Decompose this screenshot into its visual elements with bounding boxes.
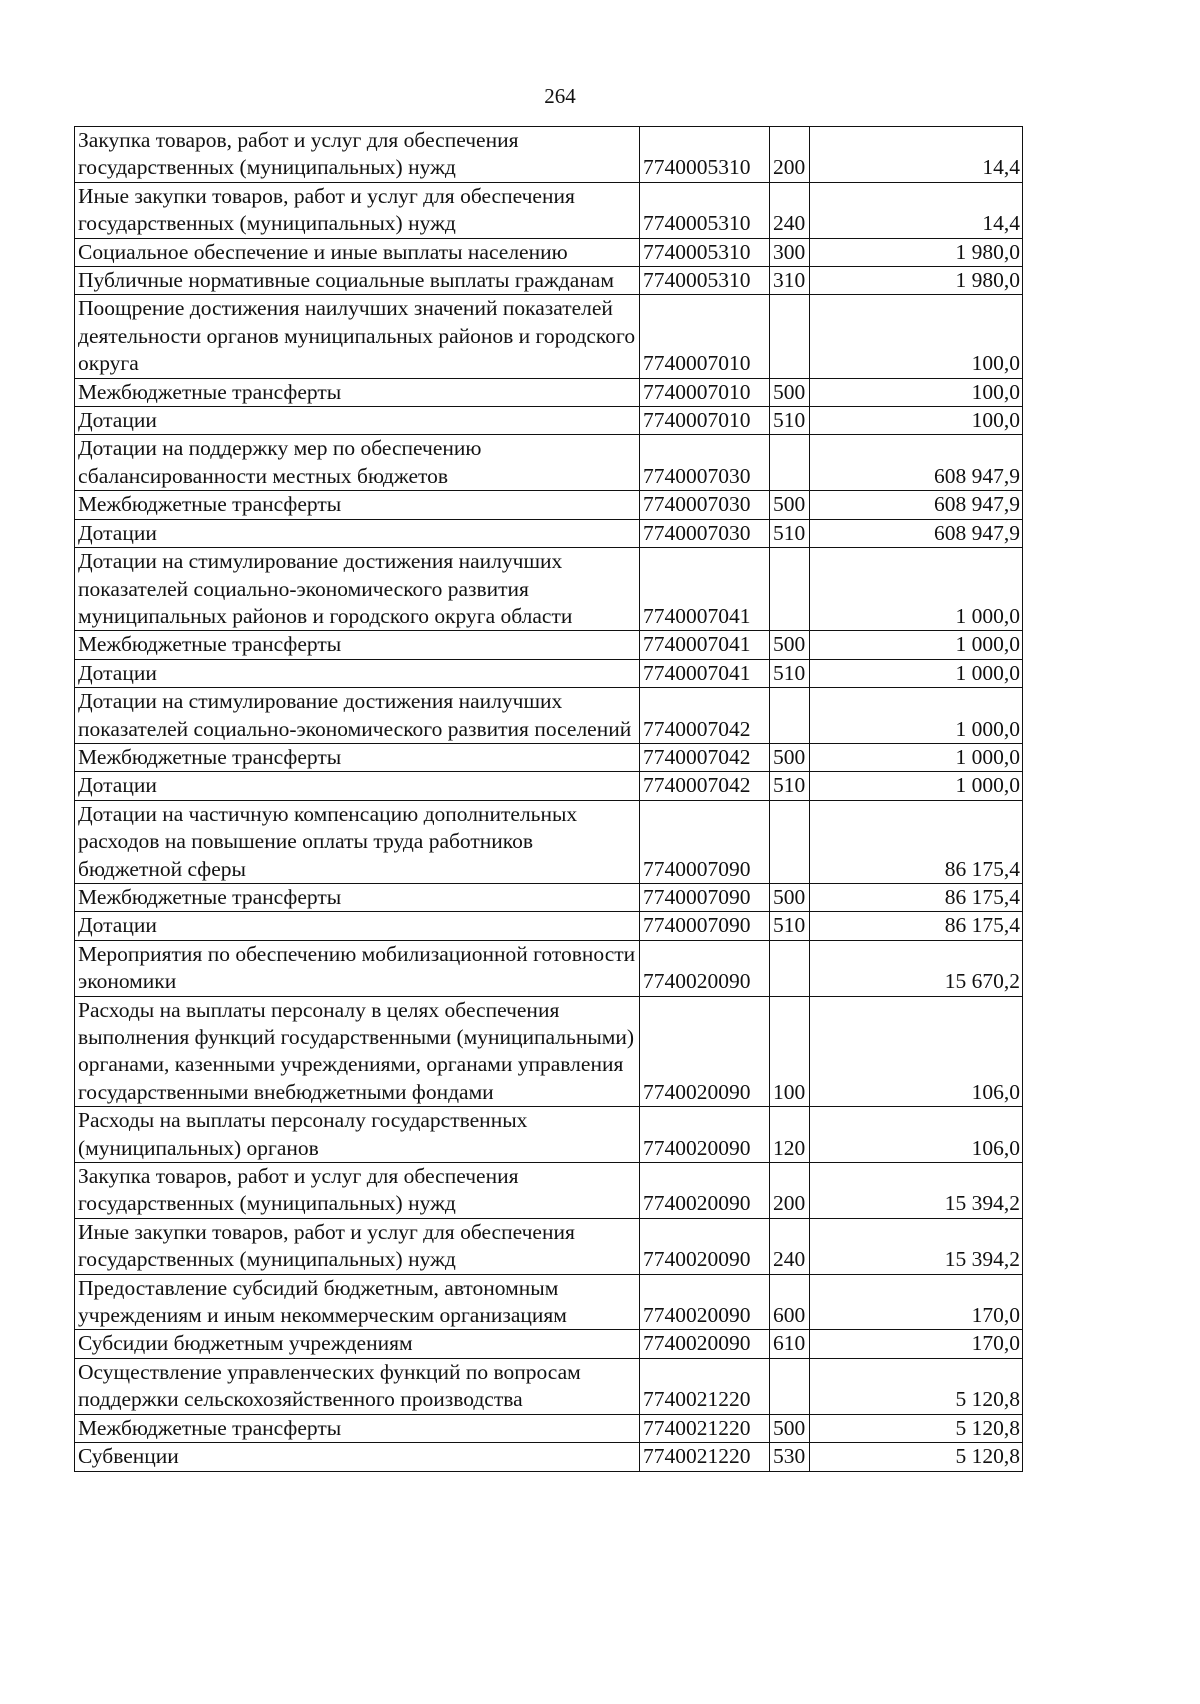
amount-cell: 100,0 [810, 295, 1023, 378]
expense-name-cell: Дотации на поддержку мер по обеспечению сбалансированности местных бюджетов [75, 435, 640, 491]
amount-cell: 170,0 [810, 1330, 1023, 1358]
target-code-cell: 7740007010 [640, 295, 770, 378]
expense-name-cell: Закупка товаров, работ и услуг для обеспечения государственных (муниципальных) нужд [75, 127, 640, 183]
expense-name-cell: Межбюджетные трансферты [75, 378, 640, 406]
expense-name-cell: Межбюджетные трансферты [75, 743, 640, 771]
expense-name-cell: Межбюджетные трансферты [75, 883, 640, 911]
amount-cell: 100,0 [810, 407, 1023, 435]
expense-type-cell [770, 1358, 810, 1414]
target-code-cell: 7740005310 [640, 238, 770, 266]
amount-cell: 15 394,2 [810, 1218, 1023, 1274]
expense-type-cell: 510 [770, 659, 810, 687]
expense-type-cell: 500 [770, 631, 810, 659]
page-number: 264 [544, 84, 576, 108]
expense-type-cell: 200 [770, 127, 810, 183]
amount-cell: 1 000,0 [810, 743, 1023, 771]
amount-cell: 1 980,0 [810, 267, 1023, 295]
target-code-cell: 7740021220 [640, 1443, 770, 1471]
target-code-cell: 7740007042 [640, 743, 770, 771]
expense-type-cell: 500 [770, 378, 810, 406]
budget-table [74, 126, 1023, 1472]
target-code-cell: 7740020090 [640, 1330, 770, 1358]
expense-name-cell: Предоставление субсидий бюджетным, автономным учреждениям и иным некоммерческим организациям [75, 1274, 640, 1330]
amount-cell: 608 947,9 [810, 435, 1023, 491]
table-row [75, 519, 1023, 547]
expense-type-cell: 240 [770, 1218, 810, 1274]
expense-type-cell: 500 [770, 491, 810, 519]
table-row [75, 1330, 1023, 1358]
amount-cell: 86 175,4 [810, 883, 1023, 911]
table-row [75, 491, 1023, 519]
table-row [75, 238, 1023, 266]
amount-cell: 1 000,0 [810, 659, 1023, 687]
amount-cell: 106,0 [810, 1107, 1023, 1163]
amount-cell: 14,4 [810, 182, 1023, 238]
expense-name-cell: Межбюджетные трансферты [75, 491, 640, 519]
target-code-cell: 7740020090 [640, 1163, 770, 1219]
amount-cell: 608 947,9 [810, 491, 1023, 519]
expense-type-cell: 510 [770, 772, 810, 800]
amount-cell: 1 000,0 [810, 631, 1023, 659]
expense-name-cell: Субвенции [75, 1443, 640, 1471]
budget-table-body [75, 127, 1023, 1472]
target-code-cell: 7740007041 [640, 659, 770, 687]
expense-type-cell [770, 435, 810, 491]
table-row [75, 407, 1023, 435]
expense-name-cell: Поощрение достижения наилучших значений показателей деятельности органов муниципальных районов и городского округа [75, 295, 640, 378]
expense-name-cell: Дотации [75, 659, 640, 687]
expense-name-cell: Иные закупки товаров, работ и услуг для обеспечения государственных (муниципальных) нужд [75, 182, 640, 238]
table-row [75, 743, 1023, 771]
table-row [75, 659, 1023, 687]
table-row [75, 295, 1023, 378]
expense-type-cell [770, 800, 810, 883]
expense-type-cell: 510 [770, 519, 810, 547]
amount-cell: 15 670,2 [810, 940, 1023, 996]
expense-type-cell: 500 [770, 743, 810, 771]
table-row [75, 267, 1023, 295]
amount-cell: 5 120,8 [810, 1443, 1023, 1471]
expense-type-cell: 300 [770, 238, 810, 266]
target-code-cell: 7740020090 [640, 996, 770, 1107]
amount-cell: 1 000,0 [810, 772, 1023, 800]
target-code-cell: 7740005310 [640, 267, 770, 295]
target-code-cell: 7740020090 [640, 1274, 770, 1330]
amount-cell: 1 000,0 [810, 548, 1023, 631]
amount-cell: 608 947,9 [810, 519, 1023, 547]
table-row [75, 1107, 1023, 1163]
expense-name-cell: Мероприятия по обеспечению мобилизационной готовности экономики [75, 940, 640, 996]
expense-type-cell: 310 [770, 267, 810, 295]
amount-cell: 106,0 [810, 996, 1023, 1107]
expense-name-cell: Социальное обеспечение и иные выплаты населению [75, 238, 640, 266]
target-code-cell: 7740020090 [640, 1218, 770, 1274]
table-row [75, 1218, 1023, 1274]
amount-cell: 86 175,4 [810, 800, 1023, 883]
amount-cell: 86 175,4 [810, 912, 1023, 940]
target-code-cell: 7740007090 [640, 883, 770, 911]
target-code-cell: 7740007042 [640, 688, 770, 744]
target-code-cell: 7740007030 [640, 491, 770, 519]
expense-name-cell: Межбюджетные трансферты [75, 1414, 640, 1442]
amount-cell: 15 394,2 [810, 1163, 1023, 1219]
expense-name-cell: Дотации на стимулирование достижения наилучших показателей социально-экономического развития поселений [75, 688, 640, 744]
table-row [75, 1443, 1023, 1471]
table-row [75, 996, 1023, 1107]
target-code-cell: 7740020090 [640, 940, 770, 996]
table-row [75, 631, 1023, 659]
expense-type-cell [770, 688, 810, 744]
target-code-cell: 7740005310 [640, 127, 770, 183]
table-row [75, 182, 1023, 238]
target-code-cell: 7740007030 [640, 435, 770, 491]
table-row [75, 127, 1023, 183]
expense-name-cell: Публичные нормативные социальные выплаты гражданам [75, 267, 640, 295]
target-code-cell: 7740007041 [640, 631, 770, 659]
table-row [75, 435, 1023, 491]
table-row [75, 548, 1023, 631]
expense-type-cell: 240 [770, 182, 810, 238]
expense-type-cell: 500 [770, 883, 810, 911]
expense-type-cell: 600 [770, 1274, 810, 1330]
expense-name-cell: Расходы на выплаты персоналу в целях обеспечения выполнения функций государственными (муниципальными) органами, казенными учреждениями, органами управления государственными внебюджетными фондами [75, 996, 640, 1107]
expense-name-cell: Дотации [75, 772, 640, 800]
target-code-cell: 7740007042 [640, 772, 770, 800]
expense-type-cell [770, 548, 810, 631]
amount-cell: 100,0 [810, 378, 1023, 406]
target-code-cell: 7740007010 [640, 378, 770, 406]
amount-cell: 170,0 [810, 1274, 1023, 1330]
amount-cell: 1 000,0 [810, 688, 1023, 744]
target-code-cell: 7740005310 [640, 182, 770, 238]
target-code-cell: 7740021220 [640, 1358, 770, 1414]
expense-type-cell: 510 [770, 407, 810, 435]
expense-name-cell: Осуществление управленческих функций по вопросам поддержки сельскохозяйственного производства [75, 1358, 640, 1414]
table-row [75, 1414, 1023, 1442]
expense-type-cell: 100 [770, 996, 810, 1107]
target-code-cell: 7740007090 [640, 912, 770, 940]
target-code-cell: 7740007090 [640, 800, 770, 883]
expense-name-cell: Закупка товаров, работ и услуг для обеспечения государственных (муниципальных) нужд [75, 1163, 640, 1219]
table-row [75, 912, 1023, 940]
expense-name-cell: Дотации [75, 407, 640, 435]
expense-name-cell: Расходы на выплаты персоналу государственных (муниципальных) органов [75, 1107, 640, 1163]
table-row [75, 378, 1023, 406]
expense-name-cell: Иные закупки товаров, работ и услуг для обеспечения государственных (муниципальных) нужд [75, 1218, 640, 1274]
table-row [75, 1274, 1023, 1330]
expense-type-cell: 200 [770, 1163, 810, 1219]
expense-type-cell: 500 [770, 1414, 810, 1442]
amount-cell: 1 980,0 [810, 238, 1023, 266]
amount-cell: 14,4 [810, 127, 1023, 183]
target-code-cell: 7740020090 [640, 1107, 770, 1163]
expense-name-cell: Дотации [75, 519, 640, 547]
table-row [75, 800, 1023, 883]
table-row [75, 772, 1023, 800]
table-row [75, 688, 1023, 744]
expense-name-cell: Дотации на частичную компенсацию дополнительных расходов на повышение оплаты труда работников бюджетной сферы [75, 800, 640, 883]
table-row [75, 940, 1023, 996]
expense-type-cell: 530 [770, 1443, 810, 1471]
amount-cell: 5 120,8 [810, 1358, 1023, 1414]
expense-type-cell: 510 [770, 912, 810, 940]
target-code-cell: 7740007010 [640, 407, 770, 435]
expense-name-cell: Дотации [75, 912, 640, 940]
table-row [75, 883, 1023, 911]
expense-type-cell [770, 295, 810, 378]
expense-name-cell: Субсидии бюджетным учреждениям [75, 1330, 640, 1358]
expense-name-cell: Дотации на стимулирование достижения наилучших показателей социально-экономического развития муниципальных районов и городского округа области [75, 548, 640, 631]
expense-type-cell: 120 [770, 1107, 810, 1163]
expense-type-cell: 610 [770, 1330, 810, 1358]
expense-name-cell: Межбюджетные трансферты [75, 631, 640, 659]
table-row [75, 1163, 1023, 1219]
target-code-cell: 7740007041 [640, 548, 770, 631]
expense-type-cell [770, 940, 810, 996]
target-code-cell: 7740007030 [640, 519, 770, 547]
table-row [75, 1358, 1023, 1414]
target-code-cell: 7740021220 [640, 1414, 770, 1442]
amount-cell: 5 120,8 [810, 1414, 1023, 1442]
